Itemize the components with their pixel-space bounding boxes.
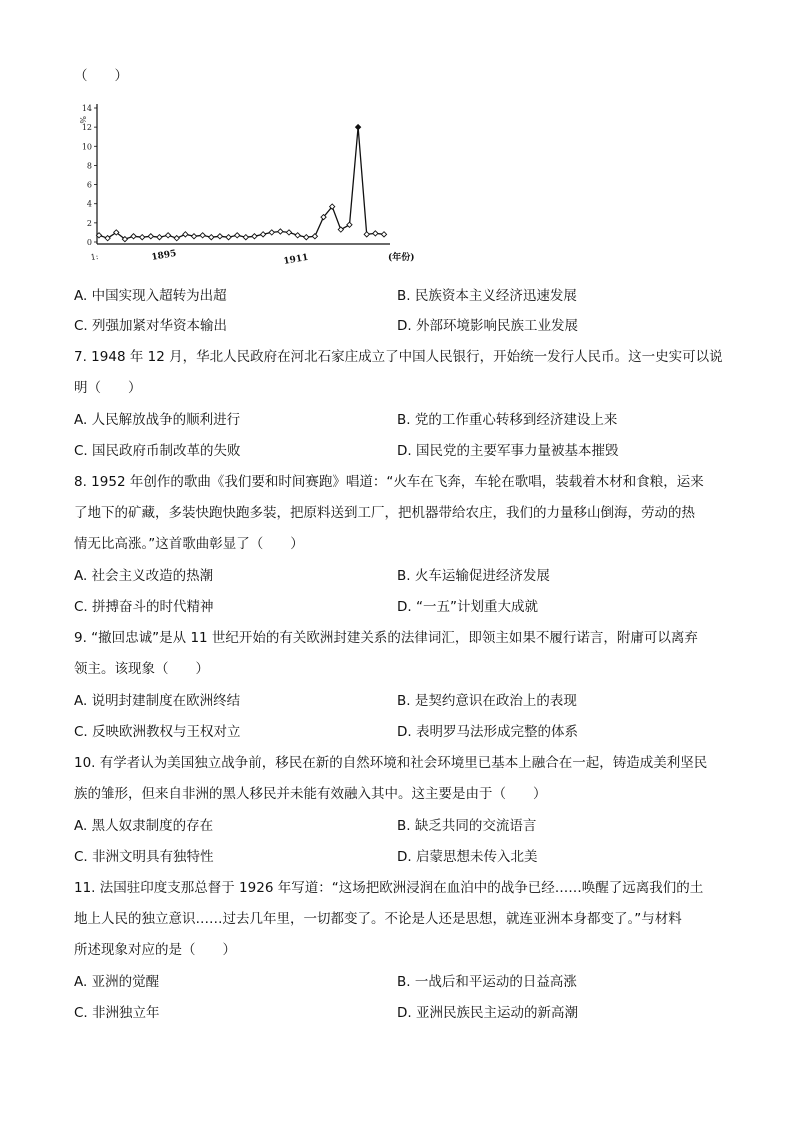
data-point-marker [286, 230, 291, 235]
data-point-marker [174, 236, 179, 241]
y-tick-label: 2 [86, 218, 92, 228]
data-point-marker [183, 232, 188, 237]
q6-option-d[interactable]: D. 外部环境影响民族工业发展 [397, 318, 578, 334]
q7-stem-line-1: 7. 1948 年 12 月，华北人民政府在河北石家庄成立了中国人民银行，开始统一发行人民币。这一史实可以说 [74, 349, 723, 365]
q11-stem-line-2: 地上人民的独立意识……过去几年里，一切都变了。不论是人还是思想，就连亚洲本身都变了。”与材料 [74, 911, 682, 927]
q7-option-d[interactable]: D. 国民党的主要军事力量被基本摧毁 [397, 443, 619, 459]
y-tick-label: 12 [81, 123, 92, 133]
data-point-marker [364, 232, 369, 237]
q11-option-a[interactable]: A. 亚洲的觉醒 [74, 974, 160, 990]
data-point-marker [191, 234, 196, 239]
data-point-marker [347, 222, 352, 227]
q8-stem-line-3: 情无比高涨。”这首歌曲彰显了（ ） [74, 536, 304, 552]
y-tick-label: 6 [86, 180, 92, 190]
x-tick-label: 1911 [282, 252, 310, 267]
q8-stem-line-1: 8. 1952 年创作的歌曲《我们要和时间赛跑》唱道：“火车在飞奔，车轮在歌唱，装载着木材和食粮，运来 [74, 474, 704, 490]
data-point-marker [373, 231, 378, 236]
y-tick-label: 0 [86, 238, 92, 247]
q7-option-b[interactable]: B. 党的工作重心转移到经济建设上来 [397, 412, 618, 428]
data-point-marker [381, 232, 386, 237]
q11-stem-line-1: 11. 法国驻印度支那总督于 1926 年写道：“这场把欧洲浸润在血泊中的战争已经……唤醒了远离我们的土 [74, 880, 704, 896]
y-tick-label: 10 [81, 142, 92, 152]
y-tick-label: 8 [86, 161, 92, 171]
q6-answer-blank: （ ） [74, 68, 128, 84]
data-point-marker [278, 229, 283, 234]
q9-option-c[interactable]: C. 反映欧洲教权与王权对立 [74, 724, 241, 740]
q10-option-d[interactable]: D. 启蒙思想未传入北美 [397, 849, 538, 865]
data-point-marker [252, 234, 257, 239]
data-point-marker [226, 235, 231, 240]
q6-line-chart [74, 100, 415, 268]
data-point-marker [243, 235, 248, 240]
q7-stem-line-2: 明（ ） [74, 380, 142, 396]
data-point-marker [260, 232, 265, 237]
q8-option-c[interactable]: C. 拼搏奋斗的时代精神 [74, 599, 214, 615]
q10-option-c[interactable]: C. 非洲文明具有独特性 [74, 849, 214, 865]
data-point-marker [269, 230, 274, 235]
q8-option-d[interactable]: D. “一五”计划重大成就 [397, 599, 538, 615]
q10-option-a[interactable]: A. 黑人奴隶制度的存在 [74, 818, 214, 834]
q10-stem-line-2: 族的雏形，但来自非洲的黑人移民并未能有效融入其中。这主要是由于（ ） [74, 786, 547, 802]
x-axis [90, 244, 415, 267]
q7-option-c[interactable]: C. 国民政府币制改革的失败 [74, 443, 241, 459]
y-axis-label: % [78, 116, 87, 124]
data-point-marker [312, 234, 317, 239]
q11-stem-line-3: 所述现象对应的是（ ） [74, 942, 236, 958]
series-line [99, 127, 384, 239]
y-tick-label: 4 [86, 199, 92, 209]
q7-option-a[interactable]: A. 人民解放战争的顺利进行 [74, 412, 241, 428]
data-point-marker [131, 234, 136, 239]
q8-option-a[interactable]: A. 社会主义改造的热潮 [74, 568, 214, 584]
q6-option-c[interactable]: C. 列强加紧对华资本输出 [74, 318, 228, 334]
q9-stem-line-2: 领主。该现象（ ） [74, 661, 209, 677]
data-point-marker [217, 234, 222, 239]
series-markers [96, 125, 386, 242]
data-point-marker [355, 125, 360, 130]
q9-option-d[interactable]: D. 表明罗马法形成完整的体系 [397, 724, 578, 740]
series-polyline [99, 127, 384, 239]
x-axis-label: (年份) [388, 253, 415, 263]
data-point-marker [165, 233, 170, 238]
x-tick-label-partial: 1: [90, 251, 99, 262]
data-point-marker [200, 233, 205, 238]
q11-option-d[interactable]: D. 亚洲民族民主运动的新高潮 [397, 1005, 578, 1021]
y-axis [78, 104, 97, 247]
q9-option-a[interactable]: A. 说明封建制度在欧洲终结 [74, 693, 241, 709]
data-point-marker [304, 235, 309, 240]
q6-option-a[interactable]: A. 中国实现入超转为出超 [74, 288, 227, 304]
q9-option-b[interactable]: B. 是契约意识在政治上的表现 [397, 693, 577, 709]
data-point-marker [140, 235, 145, 240]
q8-option-b[interactable]: B. 火车运输促进经济发展 [397, 568, 550, 584]
q8-stem-line-2: 了地下的矿藏，多装快跑快跑多装，把原料送到工厂，把机器带给农庄，我们的力量移山倒海，劳动的热 [74, 505, 695, 521]
data-point-marker [148, 234, 153, 239]
q10-stem-line-1: 10. 有学者认为美国独立战争前，移民在新的自然环境和社会环境里已基本上融合在一起，铸造成美利坚民 [74, 755, 708, 771]
q10-option-b[interactable]: B. 缺乏共同的交流语言 [397, 818, 537, 834]
q9-stem-line-1: 9. “撤回忠诚”是从 11 世纪开始的有关欧洲封建关系的法律词汇，即领主如果不履行诺言，附庸可以离弃 [74, 630, 698, 646]
q6-option-b[interactable]: B. 民族资本主义经济迅速发展 [397, 288, 577, 304]
q11-option-c[interactable]: C. 非洲独立年 [74, 1005, 160, 1021]
data-point-marker [295, 233, 300, 238]
x-tick-label: 1895 [150, 248, 178, 263]
y-tick-label: 14 [81, 104, 92, 113]
data-point-marker [157, 235, 162, 240]
q11-option-b[interactable]: B. 一战后和平运动的日益高涨 [397, 974, 577, 990]
data-point-marker [235, 233, 240, 238]
data-point-marker [209, 235, 214, 240]
data-point-marker [338, 227, 343, 232]
